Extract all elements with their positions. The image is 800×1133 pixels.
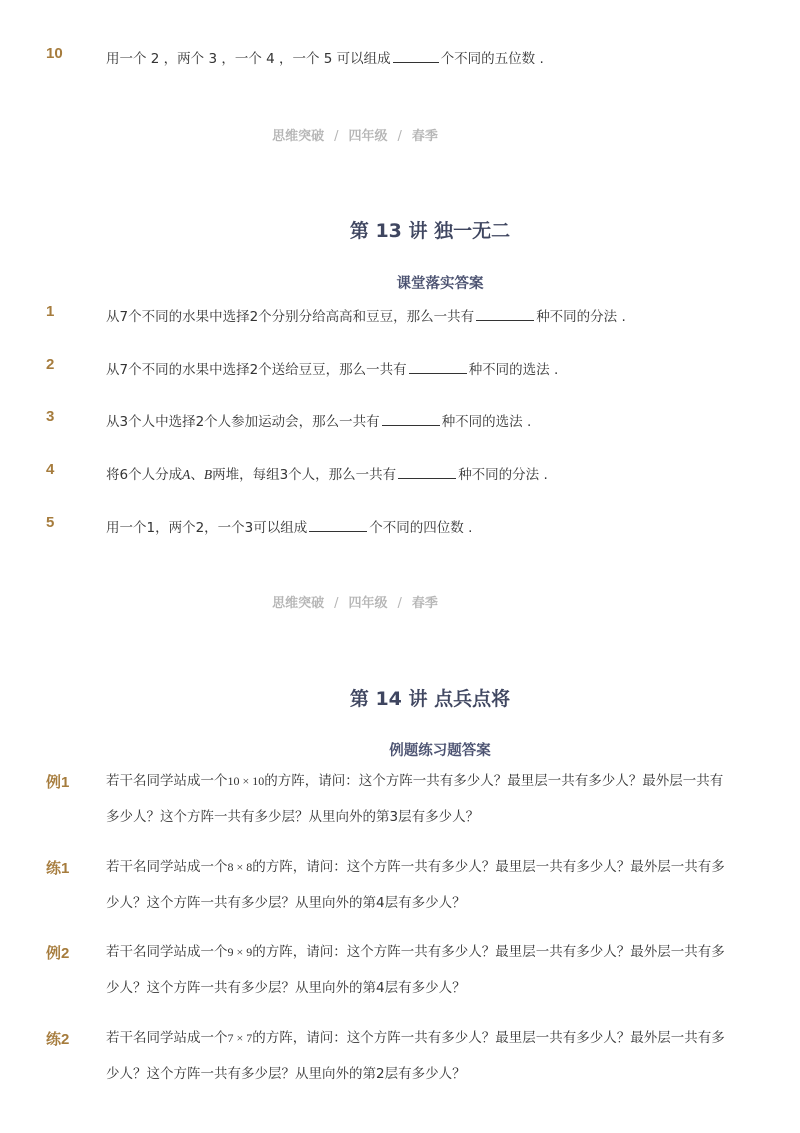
- group-label-b: B: [203, 467, 213, 482]
- matrix-size: 8 × 8: [227, 860, 253, 874]
- footer-part: 四年级: [348, 596, 388, 611]
- lesson-title: 第 13 讲 独一无二: [349, 220, 511, 242]
- question-text: [106, 358, 558, 378]
- question-text-part: 、: [190, 467, 204, 483]
- footer-part: 春季: [411, 596, 438, 611]
- question-number: 3: [46, 408, 55, 425]
- answer-blank: [382, 424, 440, 426]
- question-text-part: 种不同的分法 .: [458, 467, 548, 483]
- exercise-text: [106, 849, 726, 921]
- answer-blank: [409, 372, 467, 374]
- question-text: [106, 47, 544, 67]
- question-text-part: 两堆，每组3个人，那么一共有: [212, 467, 397, 483]
- exercise-text-part: 的方阵，请问：这个方阵一共有多少人？最里层一共有多少人？最外层一共有多少人？这个方阵一共有多少层？从里向外的第2层有多少人？: [106, 1030, 725, 1082]
- exercise-text-part: 若干名同学站成一个: [106, 859, 228, 875]
- question-number: 4: [46, 461, 55, 478]
- group-label-a: A: [182, 467, 191, 482]
- section-subtitle: 例题练习题答案: [389, 743, 491, 759]
- exercise-text-part: 若干名同学站成一个: [106, 1030, 228, 1046]
- question-text-part: 个不同的四位数 .: [369, 520, 473, 536]
- lesson-title: 第 14 讲 点兵点将: [349, 688, 511, 710]
- example-text: [106, 763, 726, 835]
- question-number: 10: [46, 45, 63, 62]
- page-footer: [0, 592, 710, 611]
- answer-blank: [309, 530, 367, 532]
- exercise-text-part: 的方阵，请问：这个方阵一共有多少人？最里层一共有多少人？最外层一共有多少人？这个方阵一共有多少层？从里向外的第4层有多少人？: [106, 859, 725, 911]
- question-text-part: 从7个不同的水果中选择2个分别分给高高和豆豆，那么一共有: [106, 309, 475, 325]
- footer-part: 春季: [411, 129, 438, 144]
- question-text-part: 从3个人中选择2个人参加运动会，那么一共有: [106, 414, 380, 430]
- example-text: [106, 934, 726, 1006]
- matrix-size: 10 × 10: [227, 774, 265, 788]
- exercise-text: [106, 1020, 726, 1092]
- question-text-part: 个不同的五位数 .: [440, 51, 544, 67]
- example-text-part: 若干名同学站成一个: [106, 773, 228, 789]
- answer-blank: [476, 319, 534, 321]
- footer-separator: /: [334, 596, 339, 611]
- section-subtitle: 课堂落实答案: [396, 276, 484, 292]
- question-text: [106, 410, 531, 430]
- exercise-number: 练1: [46, 860, 70, 877]
- example-text-part: 若干名同学站成一个: [106, 944, 228, 960]
- question-text-part: 种不同的分法 .: [536, 309, 626, 325]
- page-footer: [0, 125, 710, 144]
- footer-separator: /: [397, 129, 402, 144]
- footer-part: 四年级: [348, 129, 388, 144]
- example-text-part: 的方阵，请问：这个方阵一共有多少人？最里层一共有多少人？最外层一共有多少人？这个方阵一共有多少层？从里向外的第4层有多少人？: [106, 944, 725, 996]
- question-number: 2: [46, 356, 55, 373]
- exercise-number: 练2: [46, 1031, 70, 1048]
- question-text-part: 将6个人分成: [106, 467, 183, 483]
- question-text-part: 种不同的选法 .: [468, 362, 559, 378]
- example-text-part: 的方阵，请问：这个方阵一共有多少人？最里层一共有多少人？最外层一共有多少人？这个方阵一共有多少层？从里向外的第3层有多少人？: [106, 773, 724, 825]
- question-text: [106, 463, 548, 483]
- matrix-size: 7 × 7: [227, 1031, 253, 1045]
- example-number: 例1: [46, 774, 70, 791]
- question-text: [106, 305, 626, 325]
- answer-blank: [393, 61, 439, 63]
- footer-separator: /: [334, 129, 339, 144]
- example-number: 例2: [46, 945, 70, 962]
- footer-part: 思维突破: [272, 129, 325, 144]
- question-number: 5: [46, 514, 55, 531]
- matrix-size: 9 × 9: [227, 945, 253, 959]
- footer-separator: /: [397, 596, 402, 611]
- question-text-part: 从7个不同的水果中选择2个送给豆豆，那么一共有: [106, 362, 407, 378]
- question-text: [106, 516, 472, 536]
- question-text-part: 用一个1，两个2，一个3可以组成: [106, 520, 308, 536]
- question-text-part: 用一个 2 ，两个 3 ，一个 4 ，一个 5 可以组成: [106, 51, 391, 67]
- answer-blank: [398, 477, 456, 479]
- question-text-part: 种不同的选法 .: [441, 414, 532, 430]
- question-number: 1: [46, 303, 55, 320]
- footer-part: 思维突破: [272, 596, 325, 611]
